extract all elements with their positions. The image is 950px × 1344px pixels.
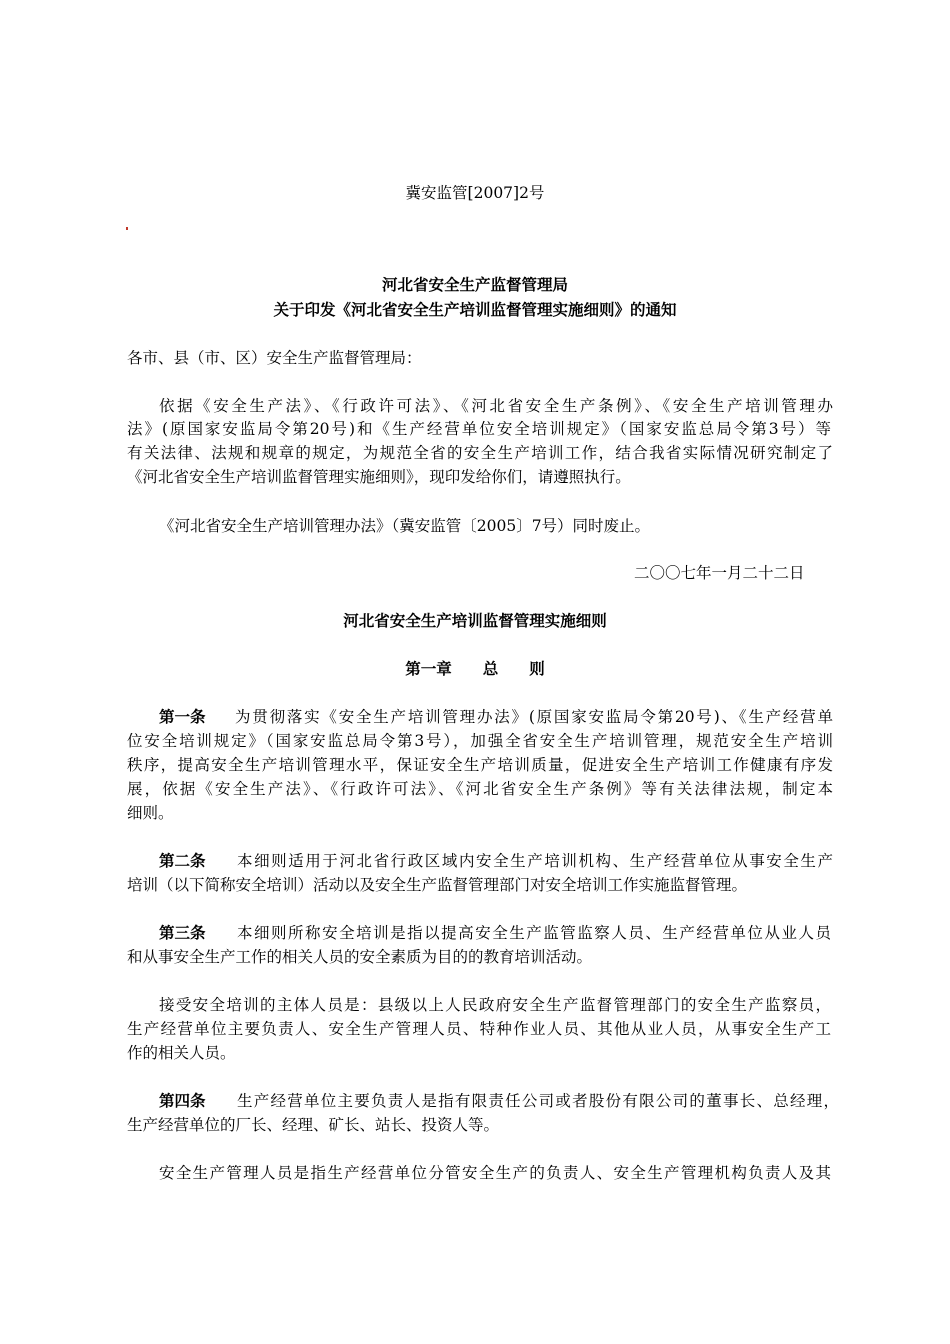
document-number: 冀安监管[2007]2号 [405,184,545,202]
article-line: 培训（以下简称安全培训）活动以及安全生产监督管理部门对安全培训工作实施监督管理。 [127,876,748,894]
article-line: 展，依据《安全生产法》、《行政许可法》、《河北省安全生产条例》等有关法律法规，制定本 [127,780,833,798]
article-label: 第四条 [159,1092,206,1110]
paragraph-line: 安全生产管理人员是指生产经营单位分管安全生产的负责人、安全生产管理机构负责人及其 [159,1164,831,1182]
article-label: 第一条 [159,708,206,726]
paragraph-line: 作的相关人员。 [127,1044,236,1062]
article-label: 第三条 [159,924,206,942]
intro-line: 依据《安全生产法》、《行政许可法》、《河北省安全生产条例》、《安全生产培训管理办 [159,397,833,415]
red-dot-mark [126,227,128,230]
paragraph-line: 生产经营单位主要负责人、安全生产管理人员、特种作业人员、其他从业人员，从事安全生产工 [127,1020,831,1038]
article-line: 和从事安全生产工作的相关人员的安全素质为目的的教育培训活动。 [127,948,593,966]
article-line: 生产经营单位主要负责人是指有限责任公司或者股份有限公司的董事长、总经理， [237,1092,839,1110]
addressee: 各市、县（市、区）安全生产监督管理局： [127,349,422,367]
intro-line: 《河北省安全生产培训监督管理实施细则》，现印发给你们，请遵照执行。 [127,468,631,486]
repeal-line: 《河北省安全生产培训管理办法》（冀安监管〔2005〕7号）同时废止。 [159,517,651,535]
intro-line: 法》(原国家安监局令第20号)和《生产经营单位安全培训规定》（国家安监总局令第3号）等 [127,420,831,438]
article-line: 位安全培训规定》（国家安监总局令第3号），加强全省安全生产培训管理，规范安全生产培训 [127,732,833,750]
article-line: 本细则适用于河北省行政区域内安全生产培训机构、生产经营单位从事安全生产 [237,852,833,870]
article-line: 为贯彻落实《安全生产培训管理办法》(原国家安监局令第20号)、《生产经营单 [235,708,833,726]
intro-line: 有关法律、法规和规章的规定，为规范全省的安全生产培训工作，结合我省实际情况研究制定了 [127,444,833,462]
article-line: 细则。 [127,804,174,822]
article-line: 秩序，提高安全生产培训管理水平，保证安全生产培训质量，促进安全生产培训工作健康有序发 [127,756,833,774]
issuer-title: 河北省安全生产监督管理局 [381,276,568,294]
article-line: 本细则所称安全培训是指以提高安全生产监管监察人员、生产经营单位从业人员 [237,924,831,942]
notice-title: 关于印发《河北省安全生产培训监督管理实施细则》的通知 [273,301,677,319]
paragraph-line: 接受安全培训的主体人员是：县级以上人民政府安全生产监督管理部门的安全生产监察员， [159,996,831,1014]
chapter-title: 第一章 总 则 [405,660,545,678]
article-label: 第二条 [159,852,206,870]
issue-date: 二〇〇七年一月二十二日 [634,564,805,582]
rules-title: 河北省安全生产培训监督管理实施细则 [343,612,607,630]
article-line: 生产经营单位的厂长、经理、矿长、站长、投资人等。 [127,1116,500,1134]
